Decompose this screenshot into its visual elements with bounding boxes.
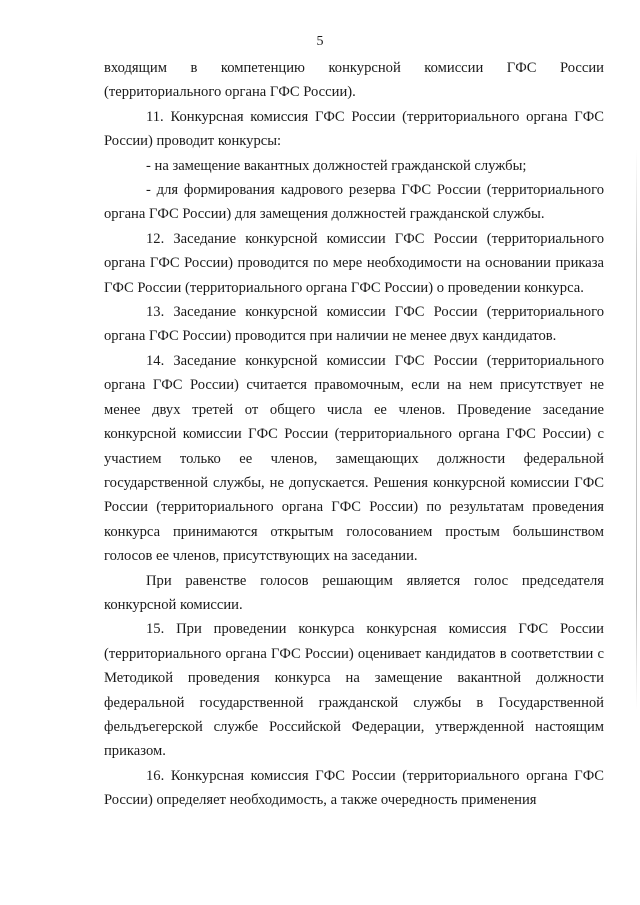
paragraph-12: 12. Заседание конкурсной комиссии ГФС России (территориального органа ГФС России) проводится по мере необходимости на основании приказа ГФС России (территориального органа ГФС России) о проведении конкурса. <box>104 230 604 296</box>
document-body <box>104 56 604 813</box>
page-number: 5 <box>316 34 324 49</box>
paragraph-14: 14. Заседание конкурсной комиссии ГФС России (территориального органа ГФС России) считается правомочным, если на нем присутствует не менее двух третей от общего числа ее членов. Проведение заседание конкурсной комиссии ГФС России (территориального органа ГФС России) с участием только ее членов, замещающих должности федеральной государственной службы, не допускается. Решения конкурсной комиссии ГФС России (территориального органа ГФС России) по результатам проведения конкурса принимаются открытым голосованием простым большинством голосов ее членов, присутствующих на заседании. <box>104 352 604 565</box>
paragraph-13: 13. Заседание конкурсной комиссии ГФС России (территориального органа ГФС России) проводится при наличии не менее двух кандидатов. <box>104 304 604 345</box>
paragraph-11-item-1: - на замещение вакантных должностей гражданской службы; <box>146 157 527 174</box>
paragraph-14-tie-vote: При равенстве голосов решающим является голос председателя конкурсной комиссии. <box>104 572 604 613</box>
scan-edge-shadow <box>636 150 637 710</box>
paragraph-11-item-2: - для формирования кадрового резерва ГФС России (территориального органа ГФС России) для замещения должностей гражданской службы. <box>104 182 604 223</box>
paragraph-continuation: входящим в компетенцию конкурсной комиссии ГФС России (территориального органа ГФС России). <box>104 60 604 101</box>
paragraph-11: 11. Конкурсная комиссия ГФС России (территориального органа ГФС России) проводит конкурсы: <box>104 108 604 150</box>
paragraph-16: 16. Конкурсная комиссия ГФС России (территориального органа ГФС России) определяет необходимость, а также очередность применения <box>104 767 604 809</box>
paragraph-15: 15. При проведении конкурса конкурсная комиссия ГФС России (территориального органа ГФС России) оценивает кандидатов в соответствии с Методикой проведения конкурса на замещение вакантной должности федеральной государственной гражданской службы в Государственной фельдъегерской службе Российской Федерации, утвержденной настоящим приказом. <box>104 621 604 760</box>
